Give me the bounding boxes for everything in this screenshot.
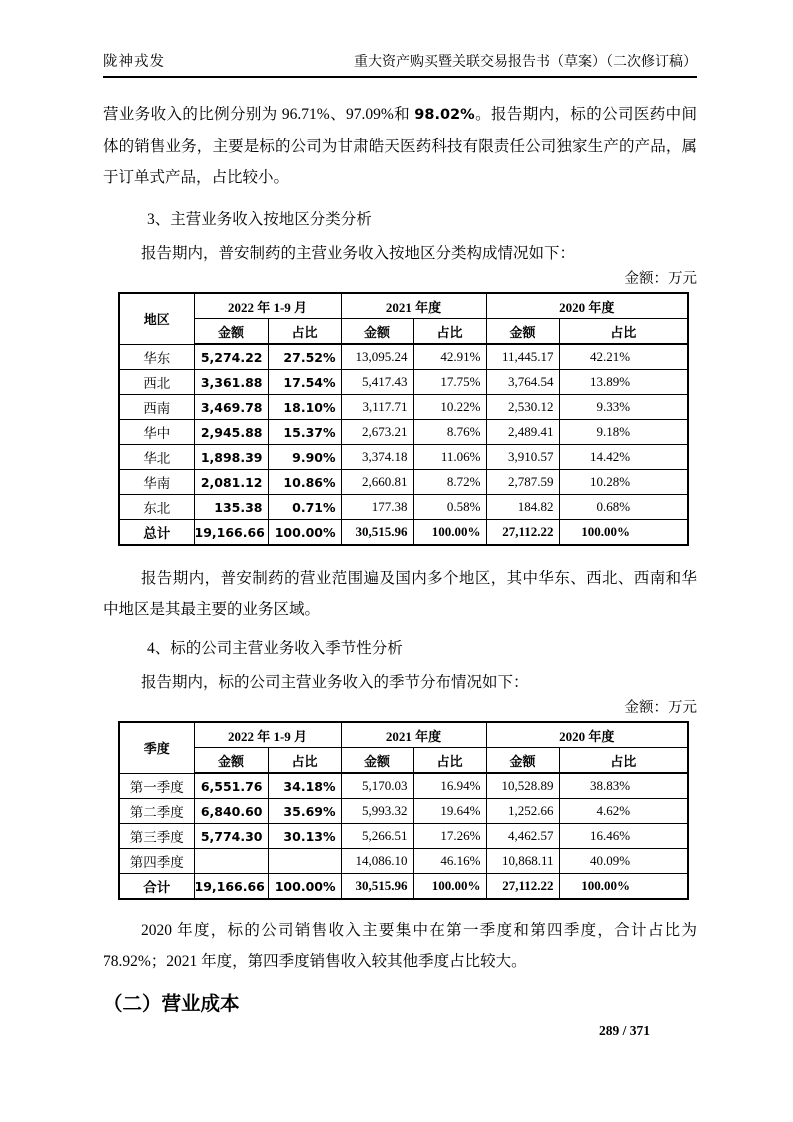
- table-row: [119, 470, 688, 495]
- table-row: [119, 773, 688, 799]
- table-row: [119, 495, 688, 520]
- cell-value: 0.68%: [559, 495, 688, 520]
- cell-value: [268, 849, 341, 874]
- column-header-amount: 金额: [486, 748, 559, 774]
- cell-value: 100.00%: [413, 520, 486, 546]
- column-group-2022: 2022 年 1-9 月: [194, 722, 341, 748]
- cell-value: 30.13%: [268, 824, 341, 849]
- cell-value: 13,095.24: [341, 344, 413, 370]
- cell-value: 19,166.66: [194, 874, 268, 900]
- cell-value: 14.42%: [559, 445, 688, 470]
- column-header-amount: 金额: [486, 319, 559, 345]
- paragraph-text: 。报告期内，标的公司医药中间体的销售业务，主要是标的公司为甘肃皓天医药科技有限责任公司独家生产的产品，属于订单式产品，占比较小。: [103, 106, 697, 186]
- paragraph-region-summary: 报告期内，普安制药的营业范围遍及国内多个地区，其中华东、西北、西南和华中地区是其最主要的业务区域。: [103, 570, 697, 618]
- cell-value: 135.38: [194, 495, 268, 520]
- column-group-2021: 2021 年度: [341, 293, 486, 319]
- cell-value: 100.00%: [559, 520, 688, 546]
- cell-value: 27,112.22: [486, 520, 559, 546]
- highlighted-percentage: 98.02%: [414, 107, 475, 123]
- header-document-title: 重大资产购买暨关联交易报告书（草案）（二次修订稿）: [354, 55, 697, 70]
- cell-value: 4,462.57: [486, 824, 559, 849]
- cell-value: 42.21%: [559, 344, 688, 370]
- table-row: [119, 445, 688, 470]
- row-label: 华北: [119, 445, 194, 470]
- cell-value: 9.90%: [268, 445, 341, 470]
- cell-value: 11.06%: [413, 445, 486, 470]
- row-label: 西南: [119, 395, 194, 420]
- column-header-ratio: 占比: [268, 319, 341, 345]
- cell-value: 5,266.51: [341, 824, 413, 849]
- quarterly-revenue-table: [118, 721, 689, 900]
- cell-value: 2,945.88: [194, 420, 268, 445]
- cell-value: 2,530.12: [486, 395, 559, 420]
- paragraph-region-intro: 报告期内，普安制药的主营业务收入按地区分类构成情况如下：: [141, 245, 576, 262]
- header-company-name: 陇神戎发: [103, 54, 165, 70]
- cell-value: 0.71%: [268, 495, 341, 520]
- cell-value: 8.76%: [413, 420, 486, 445]
- region-table-body: [119, 344, 688, 545]
- row-label: 华中: [119, 420, 194, 445]
- region-table-header: [119, 293, 688, 344]
- cell-value: 177.38: [341, 495, 413, 520]
- row-label: 华东: [119, 344, 194, 370]
- row-label: 第一季度: [119, 773, 194, 799]
- column-header-amount: 金额: [194, 319, 268, 345]
- cell-value: 1,252.66: [486, 799, 559, 824]
- cell-value: 3,469.78: [194, 395, 268, 420]
- heading-region-analysis: 3、主营业务收入按地区分类分析: [147, 211, 372, 228]
- cell-value: 5,170.03: [341, 773, 413, 799]
- cell-value: 16.46%: [559, 824, 688, 849]
- column-header-ratio: 占比: [413, 748, 486, 774]
- paragraph-season-intro: 报告期内，标的公司主营业务收入的季节分布情况如下：: [141, 674, 529, 691]
- heading-operating-cost: （二）营业成本: [103, 992, 240, 1015]
- row-label: 第二季度: [119, 799, 194, 824]
- cell-value: 10.22%: [413, 395, 486, 420]
- table-row: [119, 824, 688, 849]
- cell-value: 184.82: [486, 495, 559, 520]
- column-group-2020: 2020 年度: [486, 722, 688, 748]
- column-header-ratio: 占比: [268, 748, 341, 774]
- cell-value: 8.72%: [413, 470, 486, 495]
- table-row: [119, 849, 688, 874]
- row-label: 西北: [119, 370, 194, 395]
- unit-label-season-table: 金额：万元: [624, 700, 697, 716]
- column-header-amount: 金额: [341, 319, 413, 345]
- running-header: [103, 50, 697, 78]
- cell-value: 15.37%: [268, 420, 341, 445]
- row-label: 华南: [119, 470, 194, 495]
- cell-value: 17.54%: [268, 370, 341, 395]
- cell-value: 5,417.43: [341, 370, 413, 395]
- cell-value: 0.58%: [413, 495, 486, 520]
- cell-value: 100.00%: [559, 874, 688, 900]
- cell-value: 14,086.10: [341, 849, 413, 874]
- cell-value: 10,868.11: [486, 849, 559, 874]
- cell-value: 6,551.76: [194, 773, 268, 799]
- cell-value: 2,660.81: [341, 470, 413, 495]
- cell-value: 17.75%: [413, 370, 486, 395]
- cell-value: 19.64%: [413, 799, 486, 824]
- cell-value: 10.86%: [268, 470, 341, 495]
- paragraph-revenue-ratio: [103, 99, 697, 193]
- table-row: [119, 420, 688, 445]
- cell-value: 3,374.18: [341, 445, 413, 470]
- heading-seasonality-analysis: 4、标的公司主营业务收入季节性分析: [147, 640, 403, 657]
- table-row: [119, 395, 688, 420]
- cell-value: 46.16%: [413, 849, 486, 874]
- cell-value: 9.33%: [559, 395, 688, 420]
- cell-value: 10.28%: [559, 470, 688, 495]
- cell-value: 27,112.22: [486, 874, 559, 900]
- column-header-ratio: 占比: [413, 319, 486, 345]
- cell-value: [194, 849, 268, 874]
- cell-value: 100.00%: [268, 520, 341, 546]
- cell-value: 3,764.54: [486, 370, 559, 395]
- page-number: 289 / 371: [598, 1023, 650, 1038]
- column-group-2022: 2022 年 1-9 月: [194, 293, 341, 319]
- cell-value: 16.94%: [413, 773, 486, 799]
- column-group-2020: 2020 年度: [486, 293, 688, 319]
- cell-value: 17.26%: [413, 824, 486, 849]
- cell-value: 2,489.41: [486, 420, 559, 445]
- row-label: 东北: [119, 495, 194, 520]
- cell-value: 5,274.22: [194, 344, 268, 370]
- cell-value: 100.00%: [268, 874, 341, 900]
- table-row: [119, 874, 688, 900]
- cell-value: 5,774.30: [194, 824, 268, 849]
- cell-value: 19,166.66: [194, 520, 268, 546]
- cell-value: 38.83%: [559, 773, 688, 799]
- quarterly-table-header: [119, 722, 688, 773]
- cell-value: 34.18%: [268, 773, 341, 799]
- cell-value: 10,528.89: [486, 773, 559, 799]
- cell-value: 2,081.12: [194, 470, 268, 495]
- cell-value: 1,898.39: [194, 445, 268, 470]
- row-label: 总计: [119, 520, 194, 546]
- cell-value: 5,993.32: [341, 799, 413, 824]
- paragraph-text: 营业务收入的比例分别为 96.71%、97.09%和: [103, 106, 415, 123]
- region-revenue-table: [118, 292, 689, 546]
- cell-value: 18.10%: [268, 395, 341, 420]
- cell-value: 35.69%: [268, 799, 341, 824]
- page-content: [103, 0, 697, 1017]
- table-row: [119, 520, 688, 546]
- row-label: 第四季度: [119, 849, 194, 874]
- cell-value: 42.91%: [413, 344, 486, 370]
- table-row: [119, 370, 688, 395]
- cell-value: 3,117.71: [341, 395, 413, 420]
- unit-label-region-table: 金额：万元: [624, 271, 697, 287]
- cell-value: 4.62%: [559, 799, 688, 824]
- table-row: [119, 344, 688, 370]
- row-label: 第三季度: [119, 824, 194, 849]
- cell-value: 100.00%: [413, 874, 486, 900]
- quarterly-table-body: [119, 773, 688, 899]
- cell-value: 30,515.96: [341, 874, 413, 900]
- cell-value: 3,910.57: [486, 445, 559, 470]
- cell-value: 27.52%: [268, 344, 341, 370]
- paragraph-season-summary: 2020 年度，标的公司销售收入主要集中在第一季度和第四季度，合计占比为 78.92%；2021 年度，第四季度销售收入较其他季度占比较大。: [103, 922, 697, 970]
- column-header-ratio: 占比: [559, 319, 688, 345]
- cell-value: 40.09%: [559, 849, 688, 874]
- column-header-amount: 金额: [341, 748, 413, 774]
- column-group-2021: 2021 年度: [341, 722, 486, 748]
- column-header-region: 地区: [119, 293, 194, 344]
- cell-value: 13.89%: [559, 370, 688, 395]
- cell-value: 11,445.17: [486, 344, 559, 370]
- column-header-quarter: 季度: [119, 722, 194, 773]
- column-header-ratio: 占比: [559, 748, 688, 774]
- row-label: 合计: [119, 874, 194, 900]
- cell-value: 6,840.60: [194, 799, 268, 824]
- cell-value: 30,515.96: [341, 520, 413, 546]
- table-row: [119, 799, 688, 824]
- cell-value: 9.18%: [559, 420, 688, 445]
- cell-value: 3,361.88: [194, 370, 268, 395]
- cell-value: 2,673.21: [341, 420, 413, 445]
- cell-value: 2,787.59: [486, 470, 559, 495]
- column-header-amount: 金额: [194, 748, 268, 774]
